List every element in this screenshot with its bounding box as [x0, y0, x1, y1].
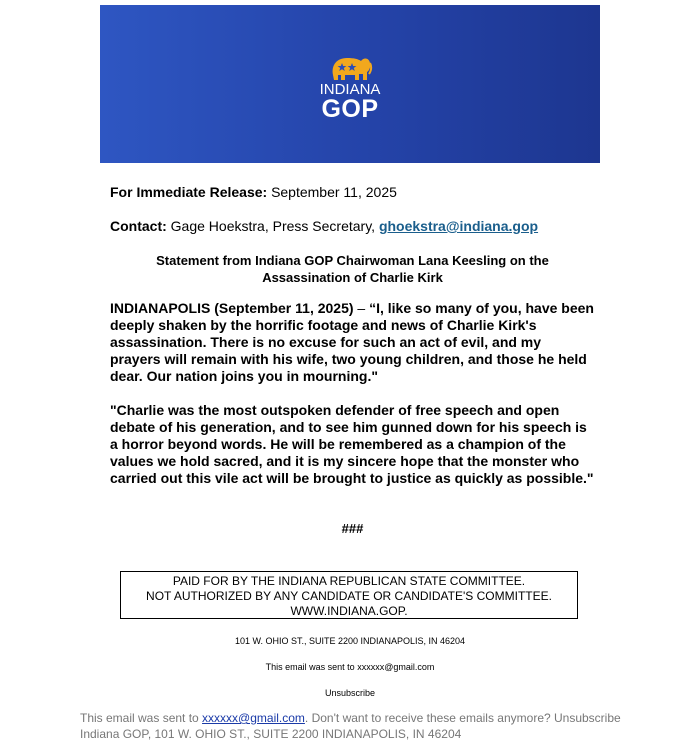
email-client-footer [80, 710, 680, 742]
gray-unsubscribe-text[interactable]: . Don't want to receive these emails anymore? Unsubscribe [304, 711, 621, 725]
contact-email-link[interactable]: ghoekstra@indiana.gop [378, 218, 539, 234]
elephant-icon [327, 53, 373, 83]
disclaimer-line-3: WWW.INDIANA.GOP. [290, 604, 408, 618]
release-date: September 11, 2025 [271, 184, 397, 200]
release-line [110, 184, 397, 201]
gray-sent-line [80, 710, 680, 726]
paragraph-1-text: “I, like so many of you, have been deeply shaken by the horrific footage and news of Charlie Kirk's assassination. There is no excuse for such an act of evil, and my prayers will remain with his wife, two young children, and those he held dear. Our nation joins you in mourning." [110, 300, 594, 384]
header-banner [100, 5, 600, 163]
contact-label: Contact: [110, 218, 167, 234]
gray-email-link[interactable]: xxxxxx@gmail.com [202, 711, 305, 725]
logo-gop-text: GOP [321, 95, 379, 123]
headline-line-2: Assassination of Charlie Kirk [262, 270, 443, 285]
headline-line-1: Statement from Indiana GOP Chairwoman Lana Keesling on the [156, 253, 549, 268]
statement-paragraph-1 [110, 300, 595, 385]
logo-indiana-text: INDIANA [319, 81, 381, 98]
footer-unsubscribe-link[interactable]: Unsubscribe [324, 688, 376, 698]
gray-address-line: Indiana GOP, 101 W. OHIO ST., SUITE 2200 INDIANAPOLIS, IN 46204 [80, 727, 462, 741]
disclaimer-line-1: PAID FOR BY THE INDIANA REPUBLICAN STATE COMMITTEE. [172, 574, 526, 588]
paid-for-disclaimer [120, 571, 578, 619]
statement-headline [110, 252, 595, 286]
contact-line [110, 218, 538, 235]
dateline: INDIANAPOLIS (September 11, 2025) [110, 300, 354, 316]
disclaimer-line-2: NOT AUTHORIZED BY ANY CANDIDATE OR CANDIDATE'S COMMITTEE. [146, 589, 552, 603]
dateline-dash: – [353, 300, 370, 316]
gray-sent-prefix: This email was sent to [80, 711, 203, 725]
statement-paragraph-2: "Charlie was the most outspoken defender of free speech and open debate of his generation, and to see him gunned down for his speech is a horror beyond words. He will be remembered as a champion of the values we hold sacred, and it is my sincere hope that the monster who carried out this vile act will be brought to justice as quickly as possible." [110, 402, 594, 486]
indiana-gop-logo [310, 53, 390, 121]
footer-sent-to: This email was sent to xxxxxx@gmail.com [265, 662, 435, 672]
release-label: For Immediate Release: [110, 184, 268, 200]
contact-name: Gage Hoekstra, Press Secretary, [170, 218, 376, 234]
footer-address: 101 W. OHIO ST., SUITE 2200 INDIANAPOLIS, IN 46204 [234, 636, 466, 646]
end-mark: ### [341, 521, 364, 536]
